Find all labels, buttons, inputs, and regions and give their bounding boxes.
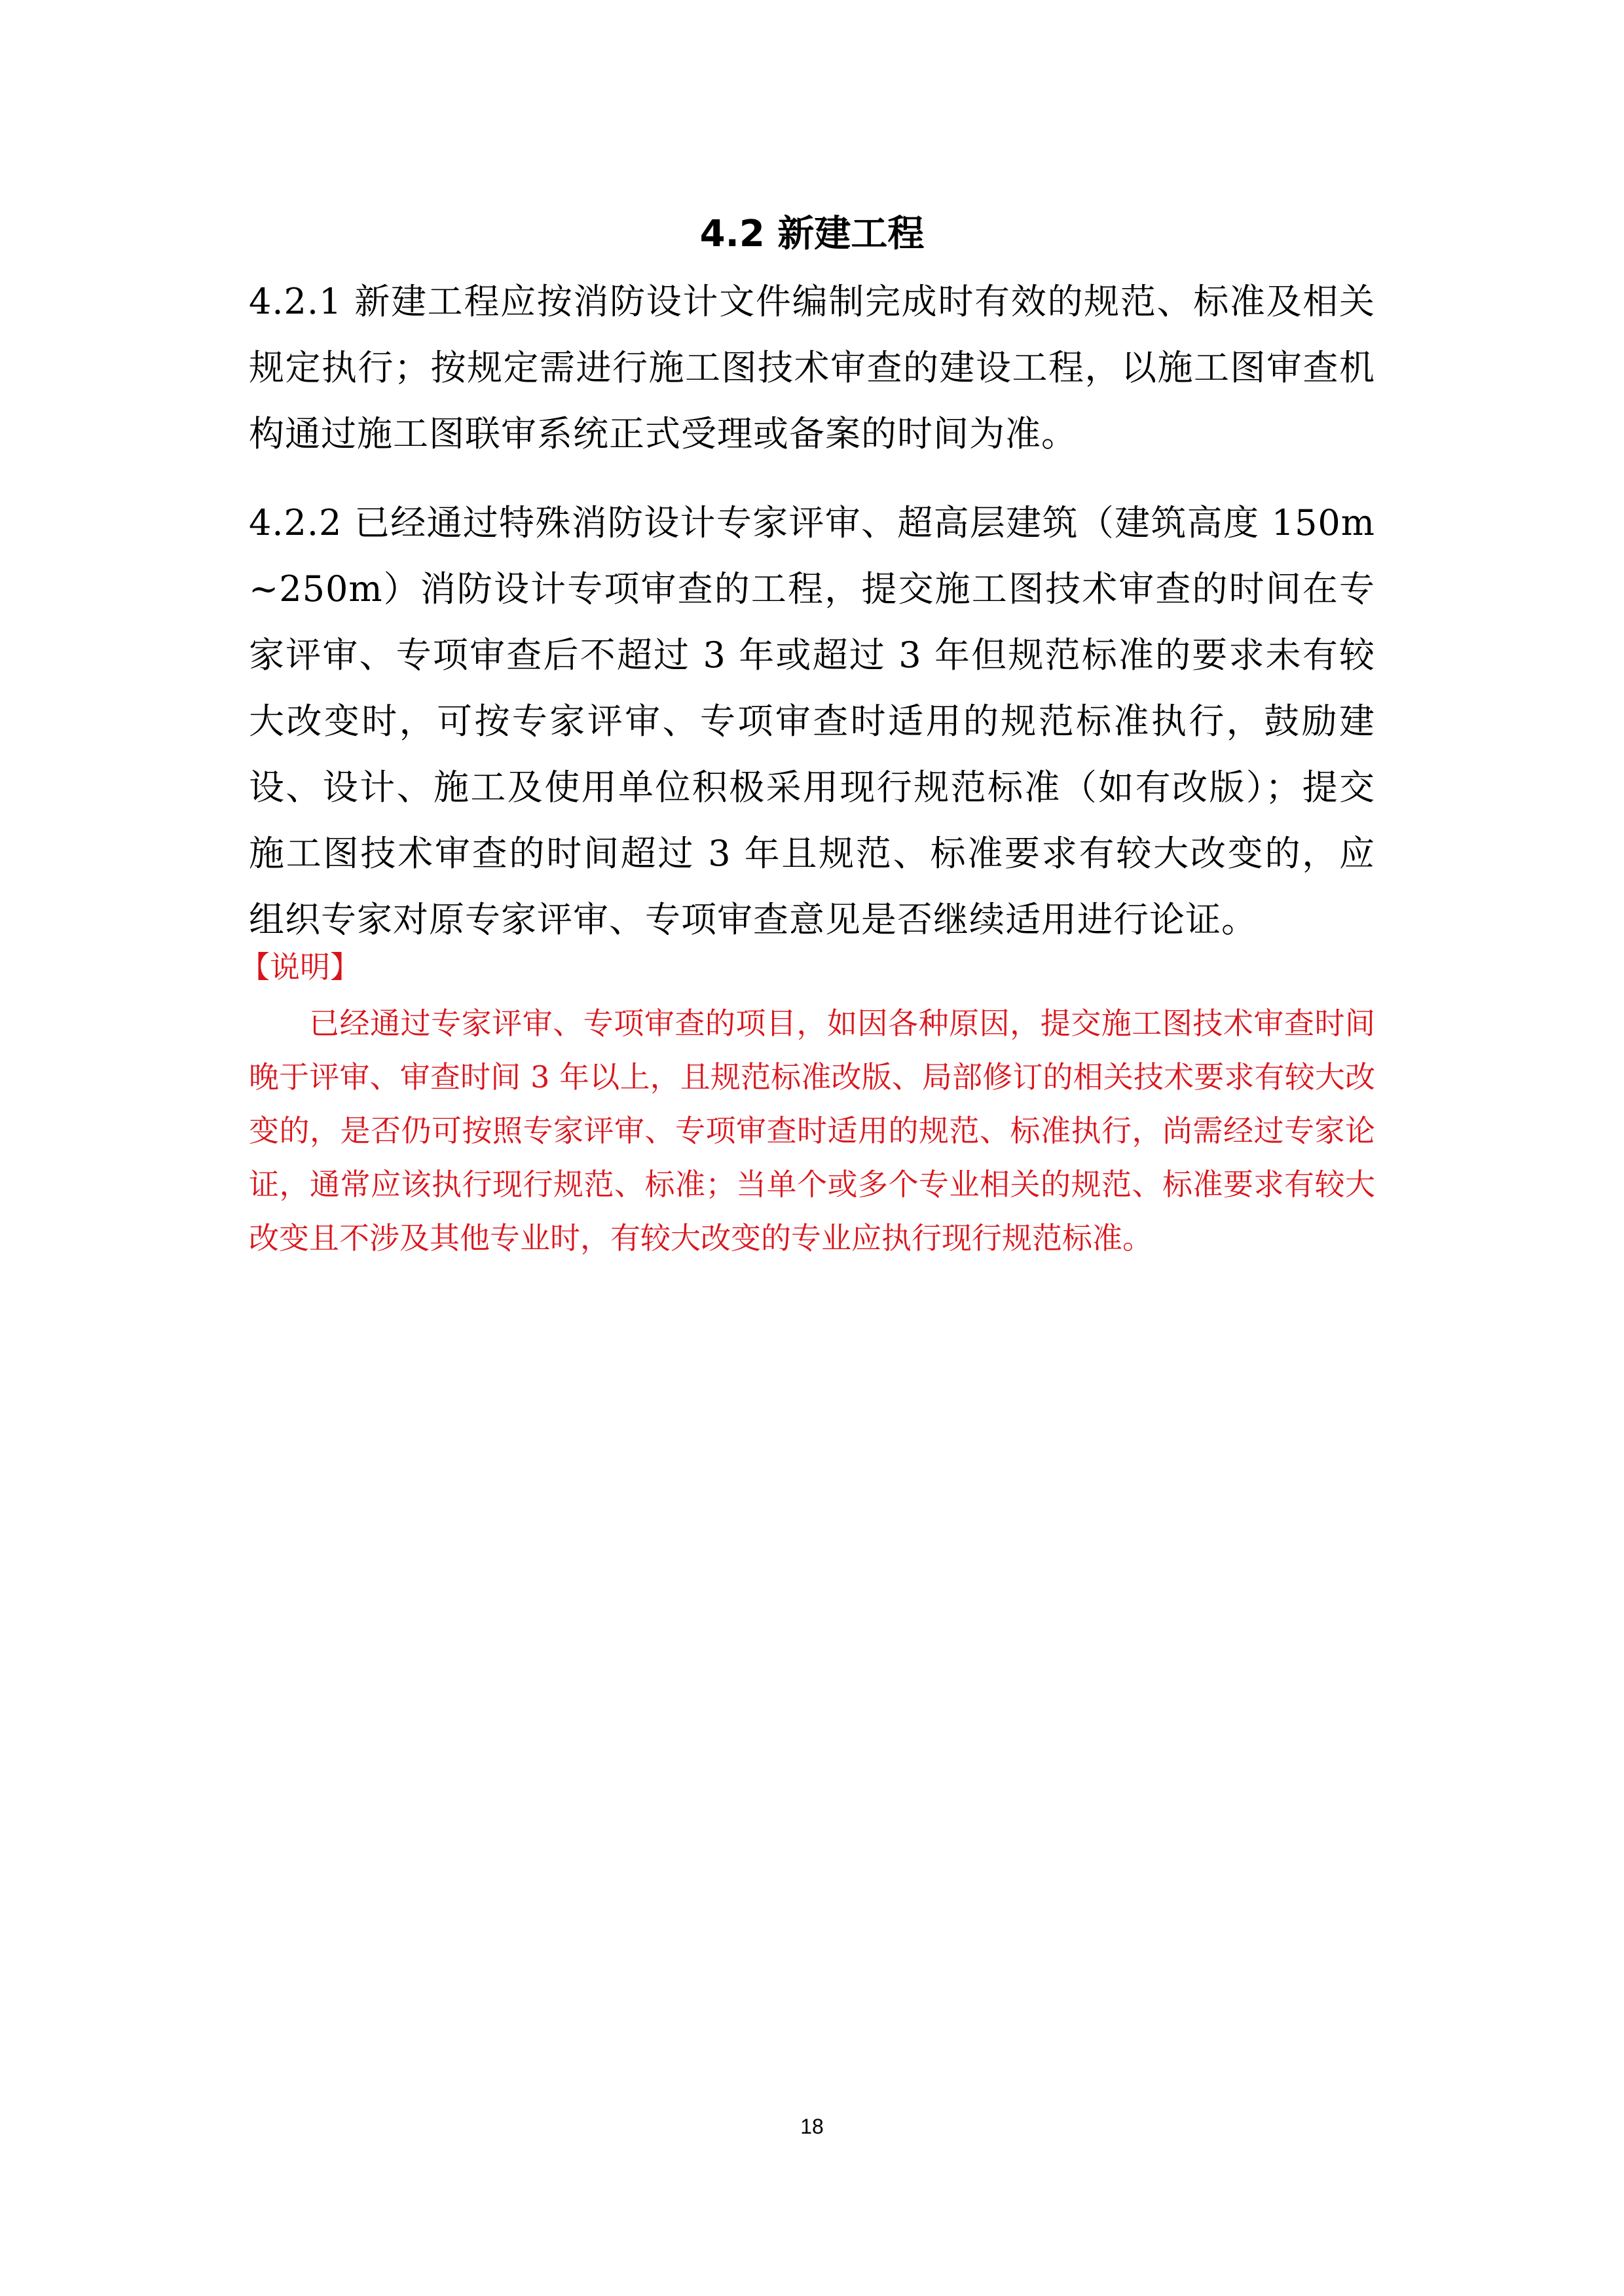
note-body: 已经通过专家评审、专项审查的项目，如因各种原因，提交施工图技术审查时间晚于评审、审查时间 3 年以上，且规范标准改版、局部修订的相关技术要求有较大改变的，是否仍可按照专家评审、专项审查时适用的规范、标准执行，尚需经过专家论证，通常应该执行现行规范、标准；当单个或多个专业相关的规范、标准要求有较大改变且不涉及其他专业时，有较大改变的专业应执行现行规范标准。 bbox=[249, 1006, 1375, 1256]
clause-4-2-1: 4.2.1 新建工程应按消防设计文件编制完成时有效的规范、标准及相关规定执行；按规定需进行施工图技术审查的建设工程，以施工图审查机构通过施工图联审系统正式受理或备案的时间为准。 bbox=[249, 281, 1375, 454]
page-number: 18 bbox=[800, 2115, 824, 2138]
section-title: 4.2 新建工程 bbox=[699, 213, 925, 255]
clause-4-2-2: 4.2.2 已经通过特殊消防设计专家评审、超高层建筑（建筑高度 150m ~250m）消防设计专项审查的工程，提交施工图技术审查的时间在专家评审、专项审查后不超过 3 年或超过 3 年但规范标准的要求未有较大改变时，可按专家评审、专项审查时适用的规范标准执行，鼓励建设、设计、施工及使用单位积极采用现行规范标准（如有改版）；提交施工图技术审查的时间超过 3 年且规范、标准要求有较大改变的，应组织专家对原专家评审、专项审查意见是否继续适用进行论证。 bbox=[249, 502, 1375, 940]
note-title: 【说明】 bbox=[240, 949, 360, 985]
